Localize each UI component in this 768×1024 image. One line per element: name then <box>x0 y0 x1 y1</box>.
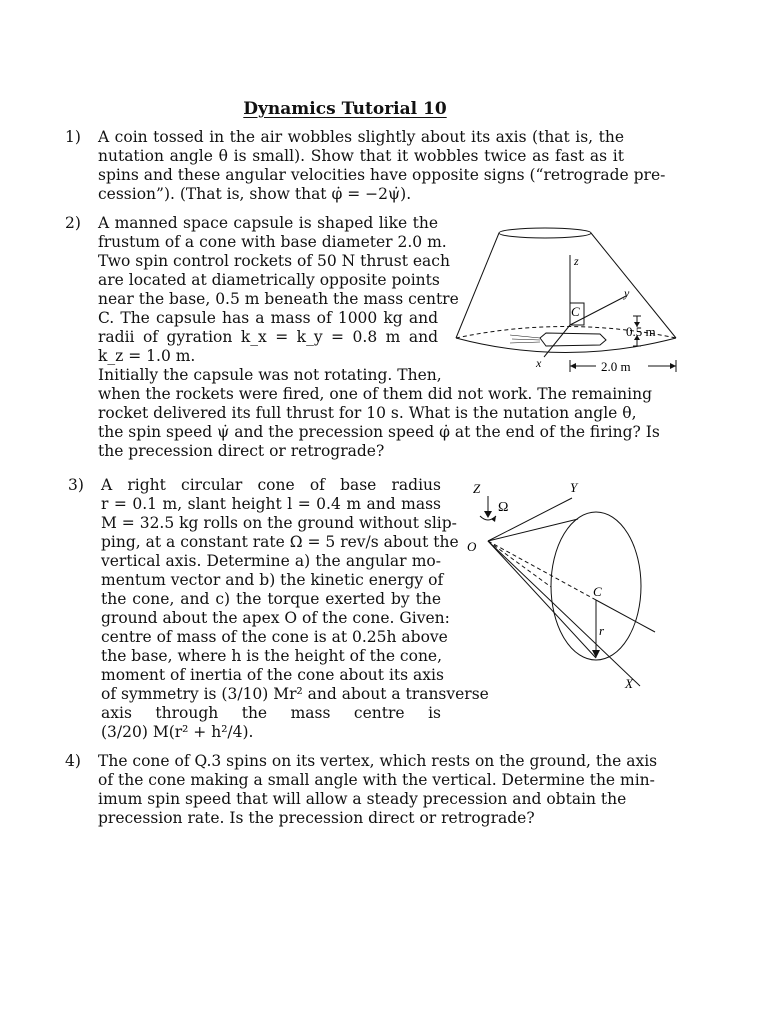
problem-4-line: The cone of Q.3 spins on its vertex, which rests on the ground, the axis <box>98 752 658 770</box>
problem-3-line: the base, where h is the height of the cone, <box>101 647 443 665</box>
problem-2-number: 2) <box>65 214 81 232</box>
exhaust-line <box>512 339 540 340</box>
problem-1-number: 1) <box>65 128 81 146</box>
problem-3-line: of symmetry is (3/10) Mr² and about a transverse <box>101 685 489 703</box>
problem-2-line: Two spin control rockets of 50 N thrust each <box>98 252 450 270</box>
problem-2-line: rocket delivered its full thrust for 10 s. What is the nutation angle θ, <box>98 404 637 422</box>
problem-1-line: cession”). (That is, show that φ̇ = −2ψ̇). <box>98 185 412 203</box>
label-diameter: 2.0 m <box>601 359 631 374</box>
problem-3-line: A right circular cone of base radius <box>101 476 441 494</box>
problem-4-line: precession rate. Is the precession direct or retrograde? <box>98 809 535 827</box>
cone-axis <box>488 541 596 600</box>
problem-2-text-wide <box>98 385 660 461</box>
arrow-head <box>570 363 576 369</box>
problem-1-line: A coin tossed in the air wobbles slightly about its axis (that is, the <box>98 128 624 146</box>
problem-1-line: spins and these angular velocities have opposite signs (“retrograde pre- <box>98 166 666 184</box>
problem-3-line: axis through the mass centre is <box>101 704 441 722</box>
problem-2-line: radii of gyration k_x = k_y = 0.8 m and <box>98 328 438 346</box>
label-Z: Z <box>473 481 481 496</box>
label-Omega: Ω <box>498 500 509 515</box>
capsule-top-ellipse <box>499 228 591 238</box>
problem-3-line: moment of inertia of the cone about its axis <box>101 666 444 684</box>
problem-2-line: C. The capsule has a mass of 1000 kg and <box>98 309 438 327</box>
problem-2-line: A manned space capsule is shaped like the <box>98 214 438 232</box>
problem-2-line: near the base, 0.5 m beneath the mass centre <box>98 290 459 308</box>
label-C: C <box>593 584 602 599</box>
problem-2-line: the spin speed ψ̇ and the precession speed φ̇ at the end of the firing? Is <box>98 423 660 441</box>
cone-bottom-generator <box>488 541 596 658</box>
problem-4-number: 4) <box>65 752 81 770</box>
problem-2-line: the precession direct or retrograde? <box>98 442 385 460</box>
arrow-head <box>592 650 600 658</box>
problem-3-line: r = 0.1 m, slant height l = 0.4 m and mass <box>101 495 441 513</box>
problem-3-line: centre of mass of the cone is at 0.25h above <box>101 628 448 646</box>
arrow-head <box>484 511 492 518</box>
label-Y: Y <box>570 480 578 495</box>
problem-2-line: Initially the capsule was not rotating. Then, <box>98 366 442 384</box>
exhaust-line <box>510 335 540 338</box>
problem-2-text-narrow <box>98 214 459 385</box>
label-offset: 0.5 m <box>626 324 656 339</box>
problem-3-line: ping, at a constant rate Ω = 5 rev/s about the <box>101 533 459 551</box>
label-x: x <box>536 356 542 370</box>
label-c: C <box>571 304 580 319</box>
problem-2-line: are located at diametrically opposite points <box>98 271 440 289</box>
problem-3-line: the cone, and c) the torque exerted by the <box>101 590 441 608</box>
capsule-left-edge <box>456 233 499 338</box>
capsule-right-edge <box>591 233 676 338</box>
label-z: z <box>574 254 579 268</box>
problem-4-text <box>98 752 658 828</box>
cone-top-generator <box>488 519 578 541</box>
problem-4-line: imum spin speed that will allow a steady precession and obtain the <box>98 790 627 808</box>
problem-1-text <box>98 128 666 204</box>
problem-2-line: k_z = 1.0 m. <box>98 347 196 365</box>
arrow-head <box>491 516 496 522</box>
label-O: O <box>467 539 477 554</box>
problem-3-line: vertical axis. Determine a) the angular mo- <box>101 552 441 570</box>
capsule-figure <box>450 215 690 385</box>
arrow-head <box>670 363 676 369</box>
problem-3-line: M = 32.5 kg rolls on the ground without slip- <box>101 514 457 532</box>
problem-3-number: 3) <box>68 476 84 494</box>
problem-4-line: of the cone making a small angle with the vertical. Determine the min- <box>98 771 655 789</box>
cone-hidden-generator <box>488 541 551 587</box>
problem-3-line: mentum vector and b) the kinetic energy of <box>101 571 444 589</box>
problem-1-line: nutation angle θ is small). Show that it wobbles twice as fast as it <box>98 147 624 165</box>
cone-axis-extension <box>596 600 655 632</box>
page-title: Dynamics Tutorial 10 <box>243 99 447 119</box>
problem-3-text <box>101 476 489 742</box>
problem-2-line: when the rockets were fired, one of them did not work. The remaining <box>98 385 653 403</box>
problem-2-line: frustum of a cone with base diameter 2.0 m. <box>98 233 447 251</box>
label-r: r <box>599 623 605 638</box>
problem-3-line: (3/20) M(r² + h²/4). <box>101 723 254 741</box>
label-X: X <box>625 676 633 691</box>
label-y: y <box>624 286 630 300</box>
rocket-nozzle <box>540 333 606 346</box>
axis-X <box>488 541 640 686</box>
exhaust-line <box>510 342 540 343</box>
problem-3-line: ground about the apex O of the cone. Given: <box>101 609 450 627</box>
cone-figure <box>460 476 670 706</box>
